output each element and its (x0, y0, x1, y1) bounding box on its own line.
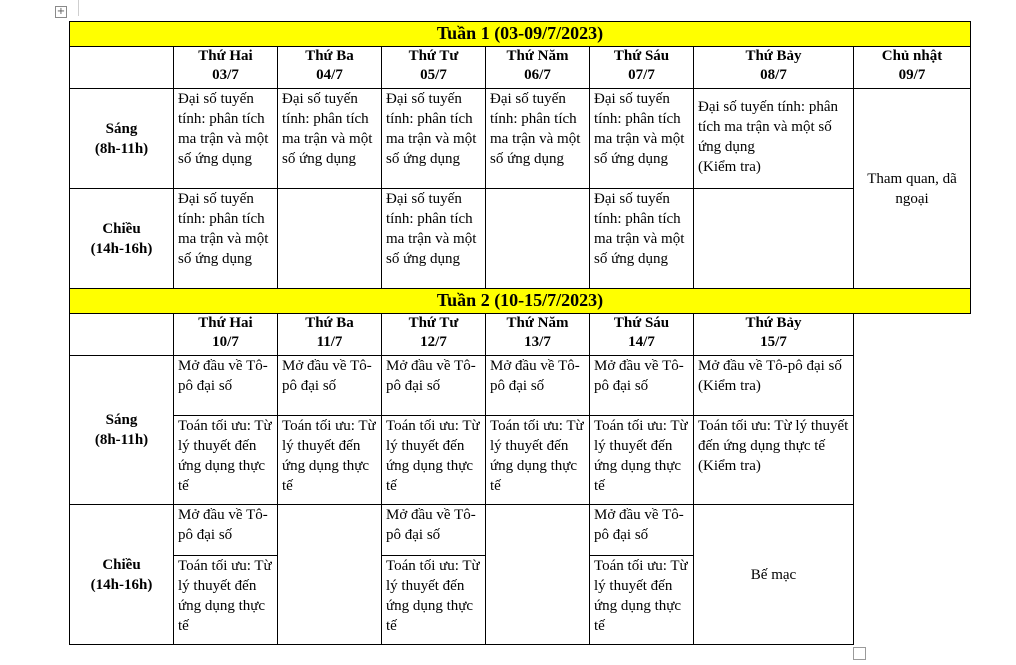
period-afternoon: Chiều (14h-16h) (70, 189, 174, 289)
day-header: Thứ Ba 11/7 (278, 314, 382, 356)
schedule-cell: Mở đầu về Tô-pô đại số (382, 356, 486, 416)
schedule-cell: Toán tối ưu: Từ lý thuyết đến ứng dụng thực tế (590, 556, 694, 645)
schedule-cell: Toán tối ưu: Từ lý thuyết đến ứng dụng thực tế (278, 416, 382, 505)
schedule-cell: Đại số tuyến tính: phân tích ma trận và một số ứng dụng (174, 189, 278, 289)
schedule-cell: Mở đầu về Tô-pô đại số (174, 356, 278, 416)
day-header: Thứ Hai 10/7 (174, 314, 278, 356)
schedule-cell: Toán tối ưu: Từ lý thuyết đến ứng dụng thực tế (486, 416, 590, 505)
day-header: Thứ Tư 12/7 (382, 314, 486, 356)
schedule-cell: Mở đầu về Tô-pô đại số (590, 505, 694, 556)
page-margin-mark (78, 0, 79, 16)
schedule-cell: Toán tối ưu: Từ lý thuyết đến ứng dụng thực tế (382, 556, 486, 645)
schedule-cell: Đại số tuyến tính: phân tích ma trận và một số ứng dụng (382, 89, 486, 189)
sunday-activity: Tham quan, dã ngoại (854, 89, 971, 289)
corner-cell (70, 314, 174, 356)
schedule-cell: Mở đầu về Tô-pô đại số (278, 356, 382, 416)
table-resize-handle[interactable] (853, 647, 866, 660)
week2-table (69, 288, 971, 645)
schedule-cell: Đại số tuyến tính: phân tích ma trận và một số ứng dụng (174, 89, 278, 189)
day-header: Thứ Hai 03/7 (174, 47, 278, 89)
empty-space (854, 356, 971, 416)
schedule-cell: Đại số tuyến tính: phân tích ma trận và một số ứng dụng (Kiểm tra) (694, 89, 854, 189)
empty-space (854, 556, 971, 645)
schedule-cell (278, 505, 382, 556)
table-move-handle[interactable]: + (56, 6, 66, 17)
schedule-cell: Đại số tuyến tính: phân tích ma trận và một số ứng dụng (590, 89, 694, 189)
schedule-cell (486, 505, 590, 556)
schedule-cell: Toán tối ưu: Từ lý thuyết đến ứng dụng thực tế (174, 416, 278, 505)
day-header: Chủ nhật 09/7 (854, 47, 971, 89)
schedule-cell: Mở đầu về Tô-pô đại số (486, 356, 590, 416)
period-morning: Sáng (8h-11h) (70, 89, 174, 189)
schedule-cell: Đại số tuyến tính: phân tích ma trận và một số ứng dụng (278, 89, 382, 189)
day-header: Thứ Bảy 08/7 (694, 47, 854, 89)
closing-ceremony: Bế mạc (694, 505, 854, 645)
day-header: Thứ Sáu 14/7 (590, 314, 694, 356)
day-header: Thứ Bảy 15/7 (694, 314, 854, 356)
day-header: Thứ Sáu 07/7 (590, 47, 694, 89)
day-header: Thứ Năm 06/7 (486, 47, 590, 89)
schedule-cell: Đại số tuyến tính: phân tích ma trận và một số ứng dụng (382, 189, 486, 289)
empty-space (854, 314, 971, 356)
day-header: Thứ Năm 13/7 (486, 314, 590, 356)
schedule-cell: Toán tối ưu: Từ lý thuyết đến ứng dụng thực tế (174, 556, 278, 645)
week1-banner: Tuần 1 (03-09/7/2023) (70, 22, 971, 47)
schedule-cell: Đại số tuyến tính: phân tích ma trận và một số ứng dụng (486, 89, 590, 189)
schedule-cell (486, 556, 590, 645)
week2-banner: Tuần 2 (10-15/7/2023) (70, 289, 971, 314)
corner-cell (70, 47, 174, 89)
schedule-cell: Mở đầu về Tô-pô đại số (590, 356, 694, 416)
period-morning: Sáng (8h-11h) (70, 356, 174, 505)
schedule-cell (694, 189, 854, 289)
day-header: Thứ Ba 04/7 (278, 47, 382, 89)
empty-space (854, 416, 971, 505)
schedule-cell: Toán tối ưu: Từ lý thuyết đến ứng dụng thực tế (382, 416, 486, 505)
week1-table (69, 21, 971, 289)
schedule-cell: Mở đầu về Tô-pô đại số (174, 505, 278, 556)
period-afternoon: Chiều (14h-16h) (70, 505, 174, 645)
schedule-cell (486, 189, 590, 289)
empty-space (854, 505, 971, 556)
schedule-cell: Toán tối ưu: Từ lý thuyết đến ứng dụng thực tế (590, 416, 694, 505)
schedule-cell (278, 556, 382, 645)
schedule-cell: Mở đầu về Tô-pô đại số (382, 505, 486, 556)
day-header: Thứ Tư 05/7 (382, 47, 486, 89)
schedule-cell: Mở đầu về Tô-pô đại số (Kiểm tra) (694, 356, 854, 416)
schedule-cell: Toán tối ưu: Từ lý thuyết đến ứng dụng thực tế (Kiểm tra) (694, 416, 854, 505)
schedule-cell (278, 189, 382, 289)
schedule-cell: Đại số tuyến tính: phân tích ma trận và một số ứng dụng (590, 189, 694, 289)
